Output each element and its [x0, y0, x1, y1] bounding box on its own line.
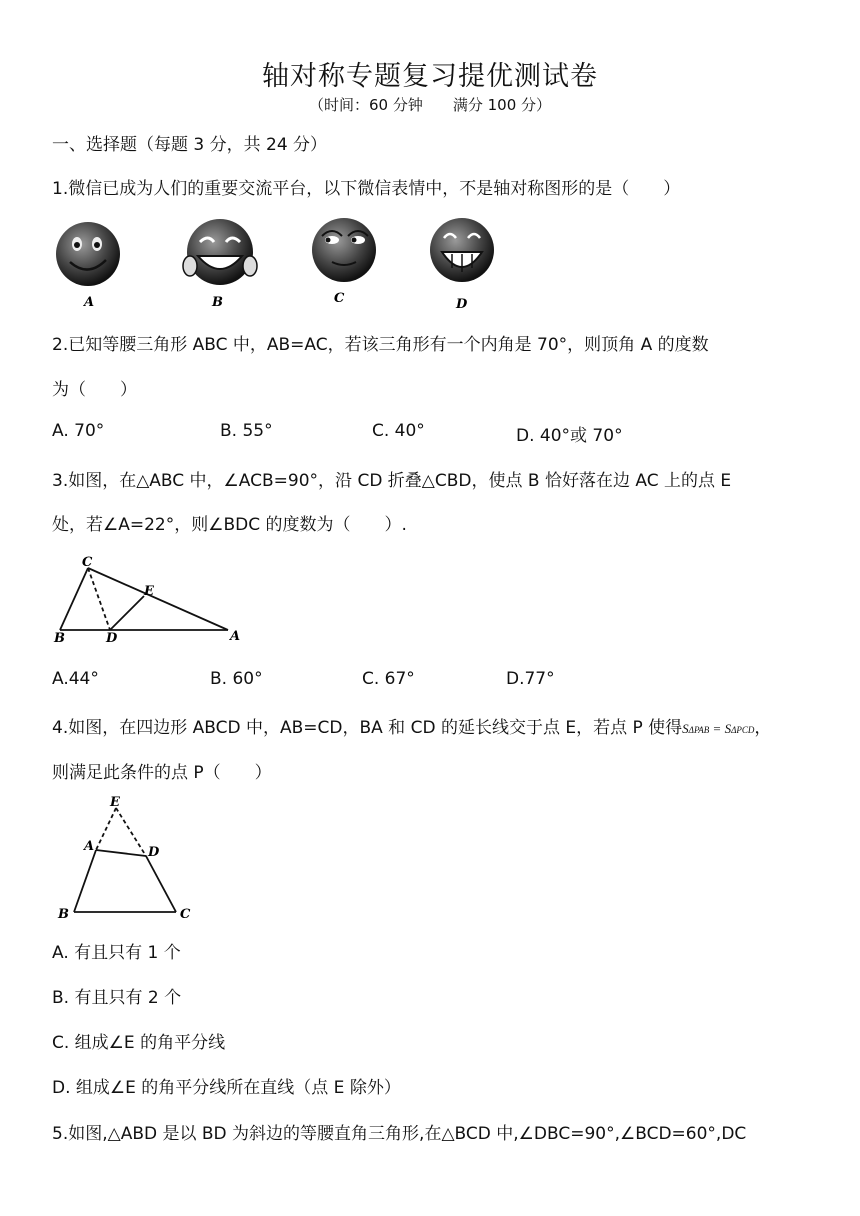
- question-2-line-1: 2.已知等腰三角形 ABC 中，AB=AC，若该三角形有一个内角是 70°，则顶角 A 的度数: [52, 335, 709, 355]
- fig4-label-b: B: [58, 907, 69, 922]
- section-heading: 一、选择题（每题 3 分，共 24 分）: [52, 135, 328, 155]
- emoji-label-c: C: [334, 291, 345, 306]
- fig3-label-c: C: [82, 555, 93, 570]
- fig4-label-c: C: [180, 907, 191, 922]
- question-5-line-1: 5.如图,△ABD 是以 BD 为斜边的等腰直角三角形,在△BCD 中,∠DBC=90°,∠BCD=60°,DC: [52, 1124, 747, 1144]
- q4-option-a: A. 有且只有 1 个: [52, 943, 181, 963]
- fig3-label-b: B: [54, 631, 65, 644]
- fig4-label-d: D: [148, 845, 160, 860]
- q3-option-d: D.77°: [506, 669, 555, 689]
- exam-info: （时间：60 分钟 满分 100 分）: [308, 96, 552, 114]
- question-4-line-1: 4.如图，在四边形 ABCD 中，AB=CD，BA 和 CD 的延长线交于点 E，若点 P 使得SΔPAB = SΔPCD，: [52, 718, 772, 738]
- q4-option-d: D. 组成∠E 的角平分线所在直线（点 E 除外）: [52, 1078, 401, 1098]
- emoji-label-d: D: [456, 297, 468, 312]
- fig3-label-a: A: [230, 629, 241, 644]
- q3-option-c: C. 67°: [362, 669, 415, 689]
- emoji-figures: [50, 212, 510, 312]
- emoji-label-b: B: [212, 295, 223, 310]
- emoji-label-a: A: [84, 295, 95, 310]
- question-1-stem: 1.微信已成为人们的重要交流平台，以下微信表情中，不是轴对称图形的是（ ）: [52, 179, 681, 199]
- question-3-line-2: 处，若∠A=22°，则∠BDC 的度数为（ ）.: [52, 515, 407, 535]
- q2-option-d: D. 40°或 70°: [516, 426, 623, 446]
- emoji-c-side-eye-icon: [312, 218, 376, 282]
- page-title: 轴对称专题复习提优测试卷: [262, 61, 598, 92]
- q4-option-c: C. 组成∠E 的角平分线: [52, 1033, 226, 1053]
- emoji-b-tears-of-joy-icon: [183, 219, 257, 285]
- q2-option-b: B. 55°: [220, 421, 273, 441]
- emoji-a-smile-icon: [56, 222, 120, 286]
- question-3-line-1: 3.如图，在△ABC 中，∠ACB=90°，沿 CD 折叠△CBD，使点 B 恰好落在边 AC 上的点 E: [52, 471, 732, 491]
- q2-option-c: C. 40°: [372, 421, 425, 441]
- fig3-label-d: D: [106, 631, 118, 644]
- q3-option-b: B. 60°: [210, 669, 263, 689]
- figure-triangle-fold: [50, 552, 250, 644]
- q2-option-a: A. 70°: [52, 421, 105, 441]
- q4-option-b: B. 有且只有 2 个: [52, 988, 182, 1008]
- fig4-label-e: E: [110, 795, 120, 810]
- emoji-d-grin-icon: [430, 218, 494, 282]
- fig4-label-a: A: [84, 839, 95, 854]
- q3-option-a: A.44°: [52, 669, 99, 689]
- figure-quadrilateral: [50, 790, 210, 925]
- question-4-text: 4.如图，在四边形 ABCD 中，AB=CD，BA 和 CD 的延长线交于点 E，若点 P 使得: [52, 718, 683, 738]
- question-2-line-2: 为（ ）: [52, 380, 137, 400]
- fig3-label-e: E: [144, 584, 154, 599]
- question-4-line-2: 则满足此条件的点 P（ ）: [52, 763, 272, 783]
- area-formula: SΔPAB = SΔPCD: [682, 721, 755, 736]
